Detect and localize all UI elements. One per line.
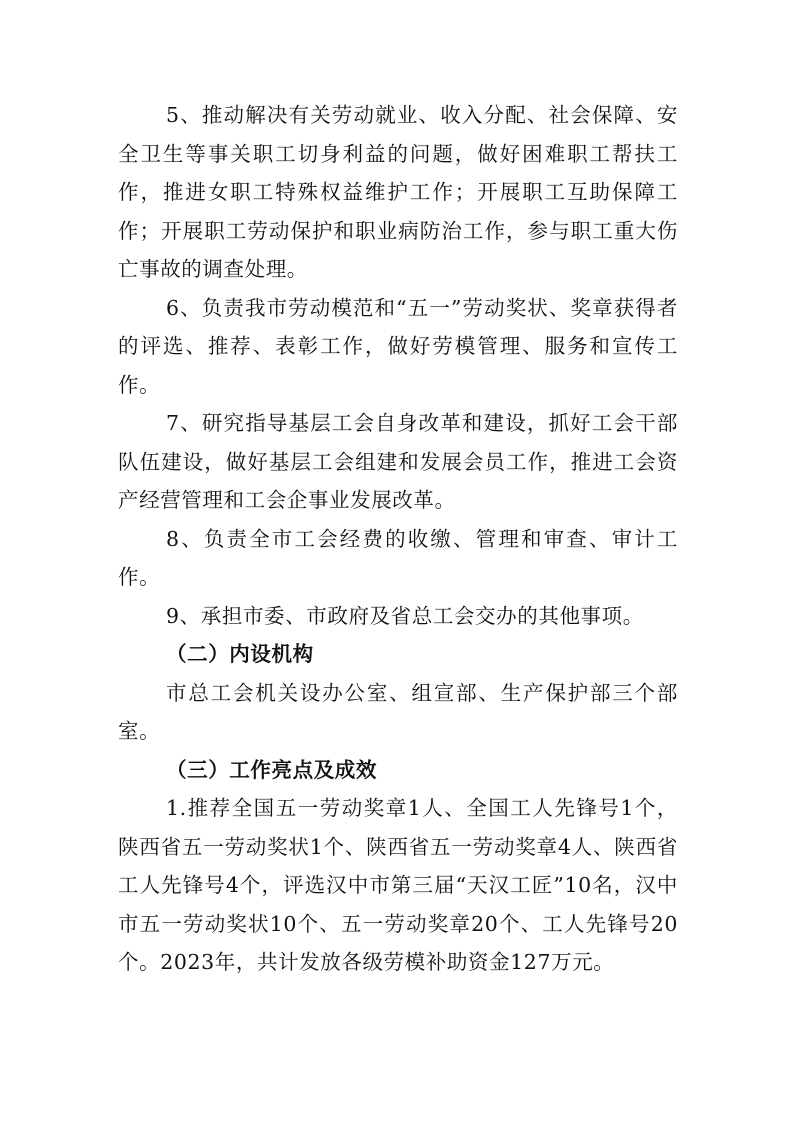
- paragraph-item-8: 8、负责全市工会经费的收缴、管理和审查、审计工作。: [118, 526, 678, 589]
- paragraph-item-9: 9、承担市委、市政府及省总工会交办的其他事项。: [166, 603, 644, 628]
- section-heading-highlights: （三）工作亮点及成效: [166, 757, 377, 782]
- paragraph-item-7: 7、研究指导基层工会自身改革和建设，抓好工会干部队伍建设，做好基层工会组建和发展会员工作，推进工会资产经营管理和工会企事业发展改革。: [118, 411, 678, 512]
- paragraph-item-5: 5、推动解决有关劳动就业、收入分配、社会保障、安全卫生等事关职工切身利益的问题，做好困难职工帮扶工作，推进女职工特殊权益维护工作；开展职工互助保障工作；开展职工劳动保护和职业病防治工作，参与职工重大伤亡事故的调查处理。: [118, 103, 678, 281]
- document-body: [118, 96, 678, 982]
- paragraph-item-6: 6、负责我市劳动模范和“五一”劳动奖状、奖章获得者的评选、推荐、表彰工作，做好劳模管理、服务和宣传工作。: [118, 295, 678, 397]
- paragraph-internal-structure: 市总工会机关设办公室、组宣部、生产保护部三个部室。: [118, 680, 678, 743]
- paragraph-highlights: 1.推荐全国五一劳动奖章1人、全国工人先锋号1个，陕西省五一劳动奖状1个、陕西省五一劳动奖章4人、陕西省工人先锋号4个，评选汉中市第三届“天汉工匠”10名，汉中市五一劳动奖状10个、五一劳动奖章20个、工人先锋号20个。2023年，共计发放各级劳模补助资金127万元。: [118, 796, 678, 974]
- section-heading-internal: （二）内设机构: [166, 642, 314, 666]
